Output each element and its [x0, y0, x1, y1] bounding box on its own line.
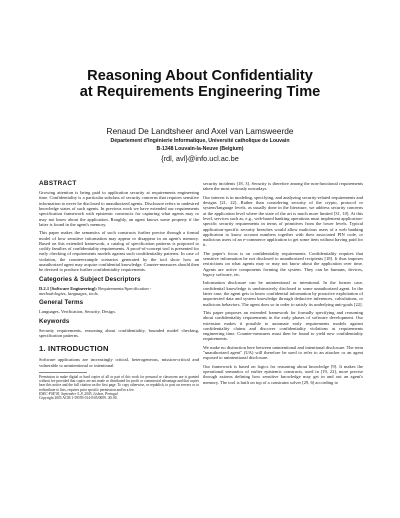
right-paragraph-4: Information disclosure can be unintentional or intentional. In the former case, confidential knowledge is unobtrusively disclosed to some unauthorized agent. In the latter case, the agent gets to know confidential information by proactive exploitation of unprotected data and system knowledge through deductive inferences, calculations, or malicious behaviors. The agent does so in order to satisfy its underlying anti-goals [22]. [203, 280, 363, 307]
keywords-text: Security requirements, reasoning about confidentiality, bounded model checking, specification patterns. [39, 327, 199, 338]
categories-italic-text: methodologies, languages, tools. [39, 291, 99, 296]
right-paragraph-1: security incidents [18, 3]. Security is therefore among the non-functional requirements taken the most seriously nowadays. [203, 181, 363, 192]
affiliation-line-1: Département d'Ingénierie Informatique, Université catholique de Louvain [110, 138, 290, 144]
copyright-info: Copyright 2005 ACM 1-59593-014-0/05/0009...$5.00. [39, 396, 118, 401]
right-paragraph-5: This paper proposes an extended framework for formally specifying and reasoning about confidentiality requirements in the early phases of software development. Our extension makes it possible to automate early requirements models against confidentiality claims and discover confidentiality violations at requirements engineering time. Counter-measures must then be found to yield new confidentiality requirements. [203, 309, 363, 342]
permission-notice [39, 375, 199, 401]
categories-heading: Categories & Subject Descriptors [39, 275, 141, 283]
categories-line-rest: Requirements/Specification - [97, 285, 152, 291]
right-paragraph-3: The paper's focus is on confidentiality requirements. Confidentiality requires that sensitive information be not disclosed to unauthorized recipients [18]. It thus imposes restrictions on what agents may or may not know about the application over time. Agents are active components forming the system. They can be humans, devices, legacy software, etc. [203, 250, 363, 277]
abstract-heading: ABSTRACT [39, 180, 77, 187]
right-paragraph-2: Our interest is in modeling, specifying, and analyzing security-related requirements and designs [21, 22]. Rather than considering security of the crypto, protocol or system/language levels, as usually done in the literature, we address security concerns at the application level where the state of the art is much more limited [31, 10]. At this level, services such as, e.g., web-based banking operations must implement application-specific security requirements in terms of primitives from the lower levels. Typical application-specific security breaches would allow malicious users of a web banking application to know account numbers together with their associated PIN code, or malicious users of an e-commerce application to get some item without having paid for it. [203, 194, 363, 248]
footnote-divider [39, 372, 87, 373]
abstract-paragraph-2: This paper makes the semantics of such constructs further precise through a formal model of how sensitive information may appear or disappear in an agent's memory. Based on this extended framework, a catalog of specification patterns is proposed to codify families of confidentiality requirements. A proof-of-concept tool is presented for early checking of requirements models against such confidentiality patterns. In case of violation, the counterexample scenarios generated by the tool show how an unauthorized agent may acquire confidential knowledge. Counter-measures should then be devised to produce further confidentiality requirements. [39, 230, 199, 273]
permission-text: Permission to make digital or hard copies of all or part of this work for personal or classroom use is granted without fee provided that copies are not made or distributed for profit or commercial advantage and that copies bear this notice and the full citation on the first page. To copy otherwise, or republish, to post on servers or to redistribute to lists, requires prior specific permission and/or a fee. [39, 374, 199, 392]
paper-title-line-2: at Requirements Engineering Time [79, 84, 321, 100]
categories-line-bold: D.2.1 [Software Engineering]: [39, 285, 98, 291]
general-terms-heading: General Terms [39, 299, 84, 307]
categories-line-italic [39, 291, 199, 296]
conference-info: ESEC-FSE'05, September 5–9, 2005, Lisbon, Portugal [39, 392, 118, 397]
introduction-heading: 1. INTRODUCTION [39, 344, 109, 354]
abstract-paragraph-1: Growing attention is being paid to application security at requirements engineering time. Confidentiality is a particular subclass of security concerns that requires sensitive information to never be disclosed to unauthorized agents. Disclosure refers to undesired knowledge states of such agents. In previous work we have extended our requirements specification framework with epistemic constructs for capturing what agents may or may not know about the application. Roughly, an agent knows some property if the latter is found in the agent's memory. [39, 190, 199, 227]
paper-title-line-1: Reasoning About Confidentiality [87, 68, 313, 84]
right-paragraph-7: Our framework is based on logics for reasoning about knowledge [9]. It makes the operational semantics of earlier epistemic constructs, used in [19, 22], more precise through axioms defining how sensitive knowledge may get in and out an agent's memory. The tool is built on top of a constraint solver [29, 6] according to [203, 363, 363, 385]
right-paragraph-6: We make no distinction here between unintentional and intentional disclosure. The term "unauthorized agent" (UA) will therefore be used to refer to an attacker or an agent exposed to unintentional disclosure. [203, 344, 363, 361]
author-email: {rdl, avl}@info.ucl.ac.be [161, 154, 239, 163]
introduction-paragraph-1: Software applications are increasingly critical, heterogeneous, mission-critical and vulnerable to unintentional or intentional [39, 357, 199, 368]
keywords-heading: Keywords [39, 317, 70, 325]
left-column [39, 180, 199, 401]
paper-authors: Renaud De Landtsheer and Axel van Lamsweerde [106, 126, 294, 136]
general-terms-text: Languages, Verification, Security, Design. [39, 309, 116, 315]
right-column [203, 181, 363, 388]
affiliation-line-2: B-1348 Louvain-la-Neuve (Belgium) [156, 146, 244, 152]
